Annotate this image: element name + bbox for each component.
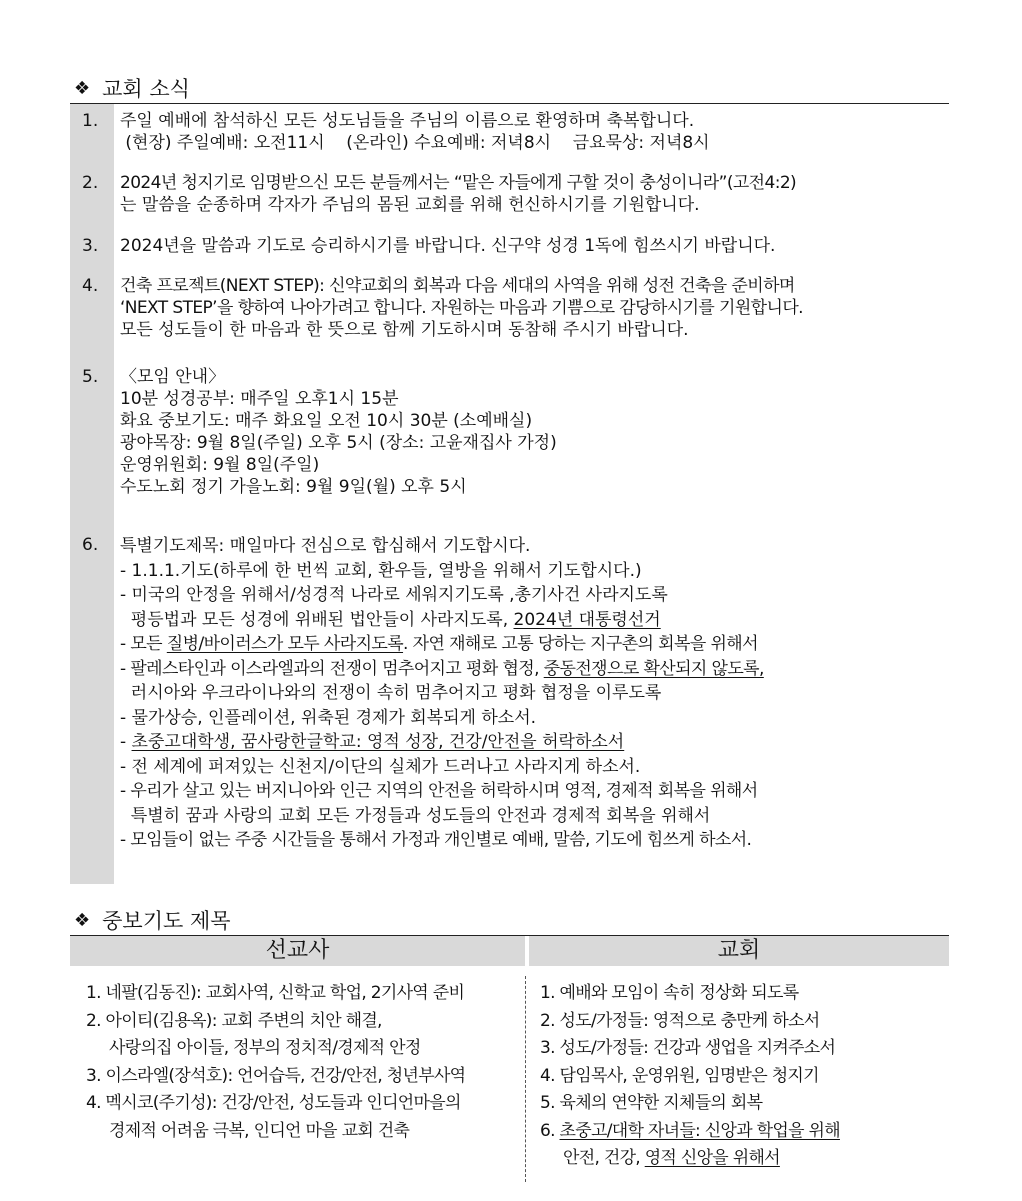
- item-number: 3.: [82, 236, 99, 256]
- item-number: 4.: [82, 276, 99, 296]
- missionary-line: 4. 멕시코(주기성): 건강/안전, 성도들과 인디언마을의: [86, 1093, 461, 1113]
- number-column: [70, 104, 114, 884]
- underlined-text: 초중고/대학 자녀들: 신앙과 학업을 위해: [559, 1120, 840, 1141]
- prayer-section-title: [74, 908, 231, 934]
- diamond-bullet-icon: ❖: [74, 910, 91, 931]
- item-number: 6.: [82, 535, 99, 555]
- news-line: 주일 예배에 참석하신 모든 성도님들을 주님의 이름으로 환영하며 축복합니다.: [120, 111, 695, 131]
- missionary-line: 사랑의집 아이들, 정부의 정치적/경제적 안정: [109, 1038, 421, 1058]
- news-line: 2024년 청지기로 임명받으신 모든 분들께서는 “맡은 자들에게 구할 것이 충성이니라”(고전4:2): [120, 173, 797, 193]
- news-title: 교회 소식: [102, 77, 190, 101]
- news-line-text: -: [120, 732, 132, 752]
- item-number: 1.: [82, 111, 99, 131]
- news-line: - 물가상승, 인플레이션, 위축된 경제가 회복되게 하소서.: [120, 707, 537, 728]
- news-line: 특별히 꿈과 사랑의 교회 모든 가정들과 성도들의 안전과 경제적 회복을 위해서: [120, 805, 711, 826]
- news-line: 수도노회 정기 가을노회: 9월 9일(월) 오후 5시: [120, 477, 467, 497]
- missionary-line: 경제적 어려움 극복, 인디언 마을 교회 건축: [109, 1120, 410, 1141]
- news-section-title: [74, 76, 190, 102]
- underlined-text: 2024년 대통령선거: [513, 609, 661, 630]
- news-line: - 전 세계에 퍼져있는 신천지/이단의 실체가 드러나고 사라지게 하소서.: [120, 756, 641, 777]
- news-line: [120, 657, 949, 682]
- church-line: 2. 성도/가정들: 영적으로 충만케 하소서: [540, 1010, 820, 1031]
- news-line-text: - 팔레스타인과 이스라엘과의 전쟁이 멈추어지고 평화 협정,: [120, 658, 544, 679]
- missionary-list: [86, 980, 522, 1145]
- news-line: 운영위원회: 9월 8일(주일): [120, 455, 320, 475]
- underlined-text: 초중고대학생, 꿈사랑한글학교: 영적 성장, 건강/안전을 허락하소서: [131, 732, 625, 752]
- underlined-text: 중동전쟁으로 확산되지 않도록,: [543, 658, 764, 679]
- item-number: 5.: [82, 367, 99, 387]
- church-line: [540, 1118, 945, 1146]
- church-column-header: 교회: [529, 936, 949, 966]
- news-line: 모든 성도들이 한 마음과 한 뜻으로 함께 기도하시며 동참해 주시기 바랍니다.: [120, 320, 689, 340]
- church-line: [540, 1145, 945, 1173]
- news-line: 러시아와 우크라이나와의 전쟁이 속히 멈추어지고 평화 협정을 이루도록: [120, 683, 662, 703]
- prayer-title: 중보기도 제목: [102, 909, 231, 933]
- news-line-text: - 모든: [120, 634, 167, 654]
- news-line: - 1.1.1.기도(하루에 한 번씩 교회, 환우들, 열방을 위해서 기도합시다.): [120, 560, 642, 581]
- missionary-line: 1. 네팔(김동진): 교회사역, 신학교 학업, 2기사역 준비: [86, 983, 465, 1003]
- news-line: ‘NEXT STEP’을 향하여 나아가려고 합니다. 자원하는 마음과 기쁨으로 감당하시기를 기원합니다.: [120, 298, 803, 318]
- item-number: 2.: [82, 173, 99, 193]
- column-divider: [525, 976, 526, 1182]
- missionary-line: 2. 아이티(김용옥): 교회 주변의 치안 해결,: [86, 1010, 382, 1031]
- news-line: 건축 프로젝트(NEXT STEP): 신약교회의 회복과 다음 세대의 사역을 위해 성전 건축을 준비하며: [120, 276, 795, 296]
- news-line: [120, 632, 949, 657]
- news-line: 2024년을 말씀과 기도로 승리하시기를 바랍니다. 신구약 성경 1독에 힘쓰시기 바랍니다.: [120, 236, 776, 256]
- news-list: [70, 104, 949, 884]
- news-line: - 미국의 안정을 위해서/성경적 나라로 세워지기도록 ,총기사건 사라지도록: [120, 585, 668, 605]
- news-line: [120, 608, 949, 633]
- news-line-text: 평등법과 모든 성경에 위배된 법안들이 사라지도록,: [120, 609, 514, 630]
- news-line: 특별기도제목: 매일마다 전심으로 합심해서 기도합시다.: [120, 536, 531, 556]
- news-line: - 모임들이 없는 주중 시간들을 통해서 가정과 개인별로 예배, 말씀, 기도에 힘쓰게 하소서.: [120, 830, 752, 850]
- news-line: 10분 성경공부: 매주일 오후1시 15분: [120, 389, 399, 409]
- church-line: 4. 담임목사, 운영위원, 임명받은 청지기: [540, 1065, 819, 1086]
- church-line: 3. 성도/가정들: 건강과 생업을 지켜주소서: [540, 1038, 836, 1058]
- news-line-text: . 자연 재해로 고통 당하는 지구촌의 회복을 위해서: [403, 634, 758, 654]
- news-line: - 우리가 살고 있는 버지니아와 인근 지역의 안전을 허락하시며 영적, 경제적 회복을 위해서: [120, 781, 758, 801]
- news-line: 화요 중보기도: 매주 화요일 오전 10시 30분 (소예배실): [120, 411, 533, 431]
- prayer-table: [70, 936, 949, 1182]
- underlined-text: 영적 신앙을 위해서: [644, 1148, 780, 1168]
- news-line: 는 말씀을 순종하며 각자가 주님의 몸된 교회를 위해 헌신하시기를 기원합니다.: [120, 195, 700, 215]
- church-line: 5. 육체의 연약한 지체들의 회복: [540, 1093, 763, 1113]
- missionary-line: 3. 이스라엘(장석호): 언어습득, 건강/안전, 청년부사역: [86, 1065, 466, 1086]
- church-list: [540, 980, 945, 1173]
- news-line: [120, 730, 949, 755]
- news-line: 〈모임 안내〉: [120, 367, 226, 387]
- church-line: 1. 예배와 모임이 속히 정상화 되도록: [540, 983, 799, 1003]
- underlined-text: 질병/바이러스가 모두 사라지도록: [166, 634, 404, 654]
- news-line: (현장) 주일예배: 오전11시 (온라인) 수요예배: 저녁8시 금요묵상: 저녁8시: [120, 133, 710, 153]
- news-line: 광야목장: 9월 8일(주일) 오후 5시 (장소: 고윤재집사 가정): [120, 433, 557, 453]
- missionary-column-header: 선교사: [70, 936, 525, 966]
- church-line-text: 6.: [540, 1120, 560, 1141]
- diamond-bullet-icon: ❖: [74, 78, 91, 99]
- church-line-text: 안전, 건강,: [563, 1148, 645, 1168]
